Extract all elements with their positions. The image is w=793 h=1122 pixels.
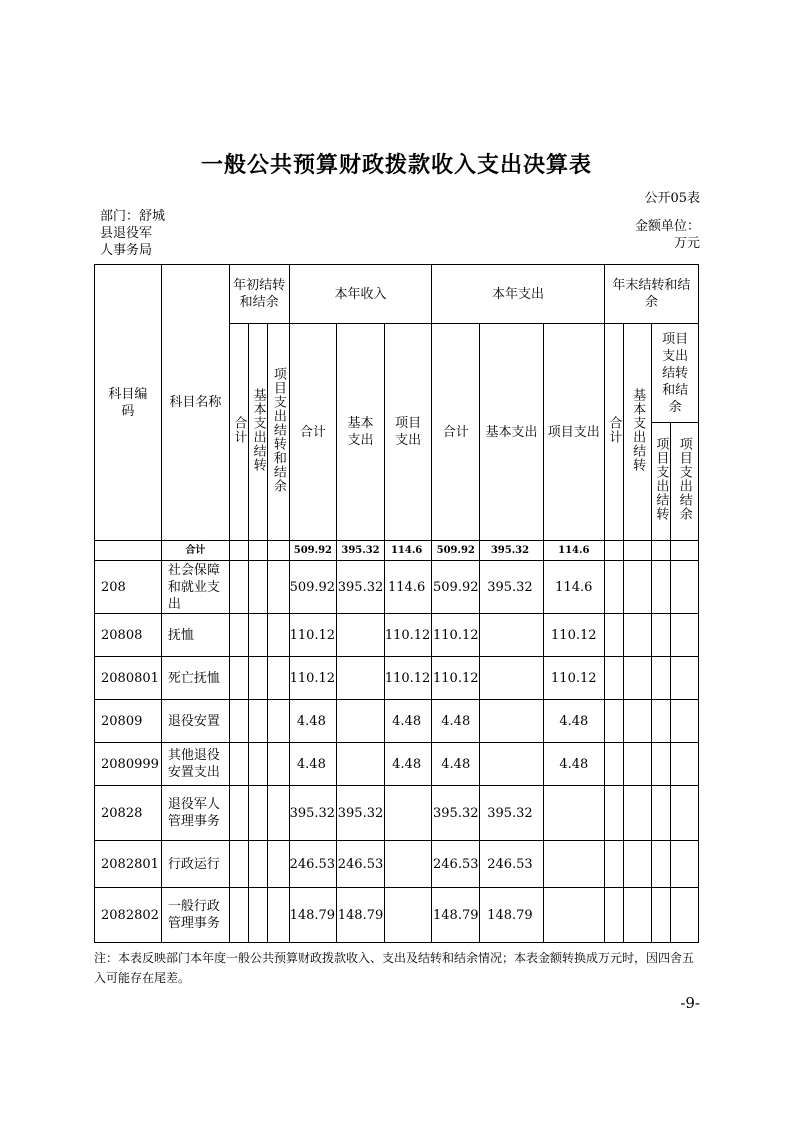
row-income-project: [384, 786, 432, 841]
row-end-total: [604, 743, 623, 786]
row-expense-project: [543, 888, 604, 943]
row-expense-basic: [480, 743, 544, 786]
row-end-total: [604, 657, 623, 700]
row-end-project-carry: [652, 561, 670, 614]
row-begin-total: [229, 700, 248, 743]
row-code: 2080801: [95, 657, 162, 700]
header-name: 科目名称: [161, 265, 229, 541]
row-end-total: [604, 561, 623, 614]
row-end-total: [604, 786, 623, 841]
row-income-basic: 246.53: [337, 841, 385, 888]
unit-line: 金额单位：: [634, 219, 700, 234]
row-name: 社会保障和就业支出: [161, 561, 229, 614]
header-end-group: 年末结转和结余: [604, 265, 698, 324]
row-income-basic: 148.79: [337, 888, 385, 943]
header-expense-basic: 基本支出: [480, 324, 544, 541]
row-expense-project: 110.12: [543, 614, 604, 657]
row-income-total: 110.12: [289, 657, 337, 700]
row-begin-basic: [249, 614, 268, 657]
row-name: 死亡抚恤: [161, 657, 229, 700]
row-end-project-balance: [670, 841, 698, 888]
row-begin-basic: [249, 657, 268, 700]
row-name: 行政运行: [161, 841, 229, 888]
row-begin-basic: [249, 561, 268, 614]
unit-label: [635, 218, 700, 252]
row-begin-total: [229, 657, 248, 700]
row-income-total: 509.92: [289, 561, 337, 614]
row-income-basic: 395.32: [337, 786, 385, 841]
row-income-project: [384, 841, 432, 888]
row-begin-total: [229, 888, 248, 943]
row-expense-total: 4.48: [432, 743, 480, 786]
row-end-total: [604, 888, 623, 943]
budget-table: [94, 264, 699, 943]
row-code: 208: [95, 561, 162, 614]
row-income-total: 4.48: [289, 700, 337, 743]
row-end-basic: [623, 786, 651, 841]
header-begin-basic: 基本支出结转: [249, 324, 268, 541]
header-income-group: 本年收入: [289, 265, 432, 324]
row-name: 其他退役安置支出: [161, 743, 229, 786]
row-end-project-balance: [670, 888, 698, 943]
footnote: 注：本表反映部门本年度一般公共预算财政拨款收入、支出及结转和结余情况；本表金额转换成万元时，因四舍五入可能存在尾差。: [94, 951, 695, 985]
row-name: 抚恤: [161, 614, 229, 657]
row-end-project-balance: [670, 614, 698, 657]
row-end-project-balance: [670, 657, 698, 700]
row-begin-basic: [249, 743, 268, 786]
total-label: 合计: [161, 541, 229, 561]
row-begin-total: [229, 614, 248, 657]
row-expense-basic: [480, 614, 544, 657]
row-expense-project: [543, 841, 604, 888]
row-end-project-carry: [652, 614, 670, 657]
row-begin-basic: [249, 700, 268, 743]
header-expense-project: 项目支出: [543, 324, 604, 541]
row-name: 退役军人管理事务: [161, 786, 229, 841]
row-expense-basic: 148.79: [480, 888, 544, 943]
unit-line: 万元: [673, 236, 700, 251]
header-expense-total: 合计: [432, 324, 480, 541]
row-income-basic: 395.32: [337, 561, 385, 614]
row-expense-basic: 395.32: [480, 561, 544, 614]
row-end-project-carry: [652, 786, 670, 841]
total-income-project: 114.6: [384, 541, 432, 561]
header-end-project-carry: 项目支出结转: [652, 423, 670, 541]
row-begin-project: [268, 657, 289, 700]
row-begin-total: [229, 786, 248, 841]
row-expense-project: 4.48: [543, 743, 604, 786]
row-expense-total: 509.92: [432, 561, 480, 614]
row-end-project-carry: [652, 657, 670, 700]
row-begin-basic: [249, 888, 268, 943]
header-end-total: 合计: [604, 324, 623, 541]
row-income-basic: [337, 743, 385, 786]
row-expense-total: 395.32: [432, 786, 480, 841]
row-expense-basic: 395.32: [480, 786, 544, 841]
row-expense-total: 110.12: [432, 657, 480, 700]
row-code: 20808: [95, 614, 162, 657]
row-income-project: 110.12: [384, 657, 432, 700]
row-income-project: 110.12: [384, 614, 432, 657]
row-end-project-balance: [670, 561, 698, 614]
row-expense-basic: [480, 700, 544, 743]
row-income-total: 4.48: [289, 743, 337, 786]
row-expense-project: 114.6: [543, 561, 604, 614]
row-expense-basic: 246.53: [480, 841, 544, 888]
row-income-project: 114.6: [384, 561, 432, 614]
department-label: [100, 208, 165, 259]
table-row: [95, 743, 699, 786]
table-row: [95, 700, 699, 743]
row-income-total: 246.53: [289, 841, 337, 888]
table-row: [95, 841, 699, 888]
row-income-total: 110.12: [289, 614, 337, 657]
department-line: 县退役军: [100, 226, 153, 241]
row-end-total: [604, 841, 623, 888]
table-total: [95, 541, 699, 561]
row-begin-total: [229, 841, 248, 888]
table-row: [95, 657, 699, 700]
row-end-basic: [623, 841, 651, 888]
row-begin-total: [229, 561, 248, 614]
row-end-basic: [623, 700, 651, 743]
header-income-project: 项目支出: [384, 324, 432, 541]
header-begin-total: 合计: [229, 324, 248, 541]
total-income-total: 509.92: [289, 541, 337, 561]
total-income-basic: 395.32: [337, 541, 385, 561]
header-end-project-group: 项目支出结转和结余: [652, 324, 699, 423]
table-body: [95, 561, 699, 943]
row-end-project-balance: [670, 700, 698, 743]
total-expense-basic: 395.32: [480, 541, 544, 561]
header-income-total: 合计: [289, 324, 337, 541]
row-income-basic: [337, 614, 385, 657]
header-end-basic: 基本支出结转: [623, 324, 651, 541]
department-line: 人事务局: [100, 243, 153, 258]
row-end-total: [604, 614, 623, 657]
row-end-basic: [623, 614, 651, 657]
row-income-project: 4.48: [384, 700, 432, 743]
row-expense-total: 110.12: [432, 614, 480, 657]
row-begin-total: [229, 743, 248, 786]
row-end-project-carry: [652, 841, 670, 888]
row-end-basic: [623, 657, 651, 700]
total-expense-project: 114.6: [543, 541, 604, 561]
header-begin-project: 项目支出结转和结余: [268, 324, 289, 541]
header-code: 科目编码: [95, 265, 162, 541]
table-row: [95, 561, 699, 614]
row-expense-project: 4.48: [543, 700, 604, 743]
row-income-basic: [337, 700, 385, 743]
table-header: [95, 265, 699, 541]
row-expense-total: 4.48: [432, 700, 480, 743]
row-income-total: 395.32: [289, 786, 337, 841]
row-income-basic: [337, 657, 385, 700]
table-row: [95, 786, 699, 841]
form-number: 公开05表: [644, 191, 700, 206]
department-line: 部门：舒城: [100, 209, 166, 224]
row-name: 一般行政管理事务: [161, 888, 229, 943]
row-code: 20809: [95, 700, 162, 743]
row-expense-project: [543, 786, 604, 841]
row-end-basic: [623, 888, 651, 943]
row-expense-total: 246.53: [432, 841, 480, 888]
row-expense-project: 110.12: [543, 657, 604, 700]
row-end-project-balance: [670, 743, 698, 786]
table-row: [95, 614, 699, 657]
row-begin-project: [268, 841, 289, 888]
row-end-project-carry: [652, 888, 670, 943]
row-end-project-carry: [652, 700, 670, 743]
header-income-basic: 基本支出: [337, 324, 385, 541]
total-expense-total: 509.92: [432, 541, 480, 561]
row-begin-project: [268, 743, 289, 786]
row-begin-project: [268, 561, 289, 614]
row-code: 20828: [95, 786, 162, 841]
row-income-project: [384, 888, 432, 943]
table-row-total: [95, 541, 699, 561]
row-begin-project: [268, 888, 289, 943]
table-row: [95, 888, 699, 943]
row-begin-basic: [249, 841, 268, 888]
page-title: 一般公共预算财政拨款收入支出决算表: [200, 152, 592, 178]
row-end-project-carry: [652, 743, 670, 786]
row-begin-project: [268, 614, 289, 657]
row-begin-project: [268, 786, 289, 841]
header-expense-group: 本年支出: [432, 265, 604, 324]
header-end-project-balance: 项目支出结余: [670, 423, 698, 541]
page-number: -9-: [680, 994, 700, 1012]
row-code: 2080999: [95, 743, 162, 786]
row-name: 退役安置: [161, 700, 229, 743]
row-income-total: 148.79: [289, 888, 337, 943]
row-end-basic: [623, 561, 651, 614]
row-code: 2082801: [95, 841, 162, 888]
row-income-project: 4.48: [384, 743, 432, 786]
row-code: 2082802: [95, 888, 162, 943]
row-expense-total: 148.79: [432, 888, 480, 943]
row-end-project-balance: [670, 786, 698, 841]
row-expense-basic: [480, 657, 544, 700]
row-end-total: [604, 700, 623, 743]
row-begin-basic: [249, 786, 268, 841]
row-begin-project: [268, 700, 289, 743]
row-end-basic: [623, 743, 651, 786]
header-begin-group: 年初结转和结余: [229, 265, 289, 324]
